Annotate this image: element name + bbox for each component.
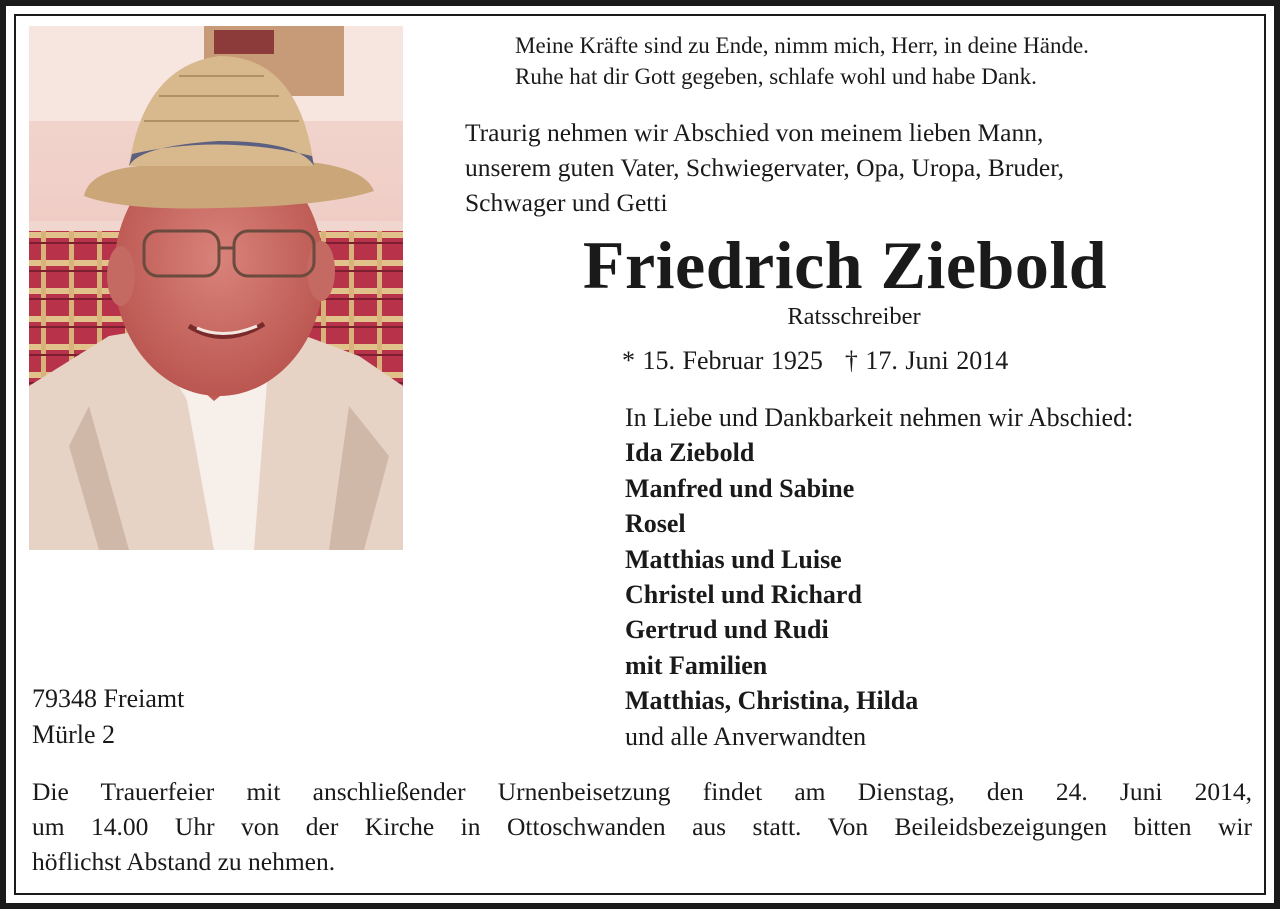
motto-verse [515, 30, 1089, 92]
address-street: Mürle 2 [32, 720, 116, 749]
mourner-name: Ida Ziebold [625, 438, 755, 468]
mourner-name: Manfred und Sabine [625, 473, 855, 503]
address-city: 79348 Freiamt [32, 684, 185, 713]
mourners-closing: und alle Anverwandten [625, 721, 867, 751]
mourners-list [625, 400, 1133, 754]
motto-line: Ruhe hat dir Gott gegeben, schlafe wohl und habe Dank. [515, 64, 1037, 89]
deceased-title: Ratsschreiber [787, 303, 921, 330]
address-block [32, 681, 184, 753]
service-line: um 14.00 Uhr von der Kirche in Ottoschwanden aus statt. Von Beileidsbezeigungen bitten wir [32, 812, 1252, 841]
service-line: höflichst Abstand zu nehmen. [32, 847, 336, 876]
intro-line: Schwager und Getti [465, 188, 668, 217]
deceased-name: Friedrich Ziebold [582, 227, 1108, 303]
life-dates [622, 344, 1008, 378]
mourner-name: Gertrud und Rudi [625, 615, 829, 645]
mourners-heading: In Liebe und Dankbarkeit nehmen wir Abschied: [625, 403, 1134, 432]
service-line: Die Trauerfeier mit anschließender Urnenbeisetzung findet am Dienstag, den 24. Juni 2014, [32, 777, 1252, 806]
birth-date: * 15. Februar 1925 [622, 346, 823, 375]
motto-line: Meine Kräfte sind zu Ende, nimm mich, Herr, in deine Hände. [515, 33, 1089, 58]
mourner-name: mit Familien [625, 650, 768, 680]
mourner-name: Christel und Richard [625, 580, 862, 610]
death-date: † 17. Juni 2014 [844, 346, 1009, 375]
funeral-service-notice [32, 774, 1252, 879]
mourner-name: Matthias, Christina, Hilda [625, 686, 919, 716]
intro-text [465, 115, 1064, 220]
intro-line: unserem guten Vater, Schwiegervater, Opa, Uropa, Bruder, [465, 153, 1065, 182]
intro-line: Traurig nehmen wir Abschied von meinem lieben Mann, [465, 118, 1044, 147]
mourner-name: Rosel [625, 509, 686, 539]
mourner-name: Matthias und Luise [625, 544, 842, 574]
